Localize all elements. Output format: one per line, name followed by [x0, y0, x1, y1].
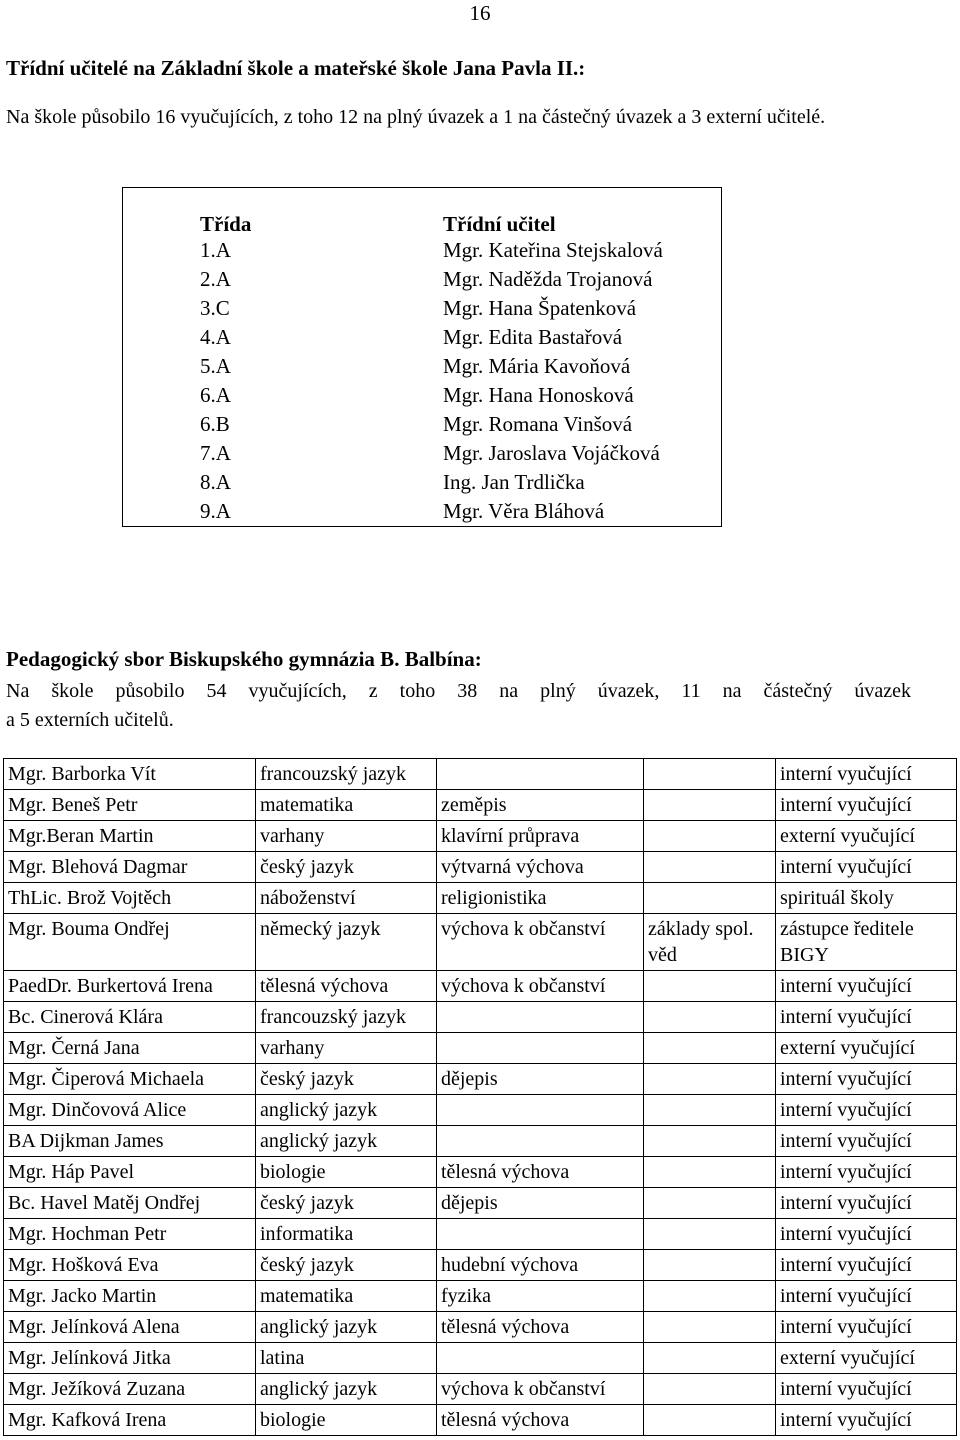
class-table-row — [123, 352, 722, 381]
staff-table-row — [4, 1064, 957, 1095]
staff-table-row — [4, 1033, 957, 1064]
staff-table-row — [4, 883, 957, 914]
role-cell: interní vyučující — [776, 1002, 957, 1033]
staff-table-row — [4, 1312, 957, 1343]
teacher-cell: Mgr. Hana Honosková — [443, 383, 634, 407]
teacher-cell: Mgr. Kateřina Stejskalová — [443, 238, 663, 262]
class-table-row — [123, 468, 722, 497]
header-class: Třída — [200, 212, 252, 236]
role-cell: interní vyučující — [776, 1126, 957, 1157]
subject-3-cell — [644, 790, 776, 821]
subject-2-cell — [437, 759, 644, 790]
subject-3-cell — [644, 821, 776, 852]
class-cell: 1.A — [200, 238, 231, 262]
class-cell: 4.A — [200, 325, 231, 349]
subject-3-cell — [644, 1374, 776, 1405]
subject-2-cell: výchova k občanství — [437, 971, 644, 1002]
subject-1-cell: matematika — [256, 1281, 437, 1312]
subject-3-cell — [644, 1064, 776, 1095]
teacher-cell: Ing. Jan Trdlička — [443, 470, 585, 494]
subject-2-cell: výchova k občanství — [437, 1374, 644, 1405]
teacher-cell: Mgr. Jaroslava Vojáčková — [443, 441, 660, 465]
subject-1-cell: německý jazyk — [256, 914, 437, 971]
name-cell: Mgr. Jelínková Alena — [4, 1312, 256, 1343]
subject-2-cell — [437, 1219, 644, 1250]
subject-3-cell — [644, 1250, 776, 1281]
subject-1-cell: biologie — [256, 1157, 437, 1188]
class-table-row — [123, 497, 722, 527]
subject-1-cell: náboženství — [256, 883, 437, 914]
class-table-row — [123, 294, 722, 323]
staff-table-row — [4, 1405, 957, 1436]
class-table-header-row — [123, 188, 722, 237]
staff-table-row — [4, 971, 957, 1002]
class-table-row — [123, 265, 722, 294]
subject-3-cell — [644, 759, 776, 790]
role-cell: interní vyučující — [776, 759, 957, 790]
class-cell: 5.A — [200, 354, 231, 378]
class-cell: 3.C — [200, 296, 230, 320]
subject-1-cell: anglický jazyk — [256, 1126, 437, 1157]
subject-1-cell: latina — [256, 1343, 437, 1374]
subject-1-cell: anglický jazyk — [256, 1374, 437, 1405]
staff-table-row — [4, 1374, 957, 1405]
subject-3-cell — [644, 1281, 776, 1312]
teacher-cell: Mgr. Věra Bláhová — [443, 499, 605, 523]
role-cell: interní vyučující — [776, 1095, 957, 1126]
name-cell: Bc. Cinerová Klára — [4, 1002, 256, 1033]
subject-3-cell — [644, 1126, 776, 1157]
staff-table-row — [4, 1188, 957, 1219]
class-cell: 7.A — [200, 441, 231, 465]
subject-2-cell: klavírní průprava — [437, 821, 644, 852]
name-cell: Mgr. Barborka Vít — [4, 759, 256, 790]
staff-table-row — [4, 1095, 957, 1126]
subject-3-cell — [644, 1095, 776, 1126]
subject-1-cell: český jazyk — [256, 1064, 437, 1095]
staff-table-row — [4, 1281, 957, 1312]
role-cell: externí vyučující — [776, 1033, 957, 1064]
subject-1-cell: varhany — [256, 1033, 437, 1064]
page-number: 16 — [469, 1, 491, 25]
staff-table-row — [4, 914, 957, 971]
subject-3-cell — [644, 1002, 776, 1033]
role-cell: interní vyučující — [776, 1250, 957, 1281]
teacher-cell: Mgr. Hana Špatenková — [443, 296, 637, 320]
subject-1-cell: tělesná výchova — [256, 971, 437, 1002]
subject-1-cell: anglický jazyk — [256, 1312, 437, 1343]
subject-2-cell: fyzika — [437, 1281, 644, 1312]
subject-1-cell: anglický jazyk — [256, 1095, 437, 1126]
subject-1-cell: biologie — [256, 1405, 437, 1436]
class-table-row — [123, 236, 722, 265]
name-cell: Mgr. Blehová Dagmar — [4, 852, 256, 883]
name-cell: Mgr. Beneš Petr — [4, 790, 256, 821]
role-cell: interní vyučující — [776, 1312, 957, 1343]
subject-1-cell: matematika — [256, 790, 437, 821]
subject-2-cell — [437, 1126, 644, 1157]
role-cell: interní vyučující — [776, 1374, 957, 1405]
role-cell: zástupce ředitele BIGY — [776, 914, 957, 971]
subject-3-cell — [644, 1405, 776, 1436]
subject-2-cell: religionistika — [437, 883, 644, 914]
name-cell: Mgr. Hošková Eva — [4, 1250, 256, 1281]
class-cell: 9.A — [200, 499, 231, 523]
subject-1-cell: český jazyk — [256, 1188, 437, 1219]
subject-2-cell — [437, 1033, 644, 1064]
subject-1-cell: francouzský jazyk — [256, 759, 437, 790]
subject-2-cell: dějepis — [437, 1188, 644, 1219]
subject-2-cell: hudební výchova — [437, 1250, 644, 1281]
staff-table-row — [4, 790, 957, 821]
section-paragraph-gymnasium — [6, 677, 911, 735]
teacher-cell: Mgr. Romana Vinšová — [443, 412, 633, 436]
role-cell: externí vyučující — [776, 821, 957, 852]
name-cell: Mgr. Háp Pavel — [4, 1157, 256, 1188]
name-cell: Mgr. Dinčovová Alice — [4, 1095, 256, 1126]
subject-1-cell: francouzský jazyk — [256, 1002, 437, 1033]
class-table-row — [123, 323, 722, 352]
class-cell: 6.A — [200, 383, 231, 407]
subject-3-cell — [644, 1188, 776, 1219]
name-cell: Mgr.Beran Martin — [4, 821, 256, 852]
role-cell: interní vyučující — [776, 790, 957, 821]
section-heading-primary-school: Třídní učitelé na Základní škole a mateřské škole Jana Pavla II.: — [6, 56, 586, 80]
section-heading-gymnasium: Pedagogický sbor Biskupského gymnázia B. Balbína: — [6, 647, 482, 671]
role-cell: interní vyučující — [776, 971, 957, 1002]
subject-1-cell: varhany — [256, 821, 437, 852]
subject-1-cell: český jazyk — [256, 1250, 437, 1281]
teacher-cell: Mgr. Naděžda Trojanová — [443, 267, 653, 291]
class-table-row — [123, 439, 722, 468]
paragraph-line-2: a 5 externích učitelů. — [6, 709, 174, 731]
class-table-row — [123, 410, 722, 439]
name-cell: PaedDr. Burkertová Irena — [4, 971, 256, 1002]
subject-3-cell — [644, 1343, 776, 1374]
section-paragraph-primary-school: Na škole působilo 16 vyučujících, z toho 12 na plný úvazek a 1 na částečný úvazek a 3 externí učitelé. — [6, 106, 826, 128]
staff-table-row — [4, 852, 957, 883]
name-cell: Mgr. Hochman Petr — [4, 1219, 256, 1250]
class-cell: 6.B — [200, 412, 230, 436]
subject-2-cell — [437, 1343, 644, 1374]
class-teachers-table — [122, 187, 722, 527]
staff-table-row — [4, 1157, 957, 1188]
subject-2-cell: výchova k občanství — [437, 914, 644, 971]
subject-3-cell — [644, 883, 776, 914]
staff-table-row — [4, 1219, 957, 1250]
class-cell: 8.A — [200, 470, 231, 494]
subject-3-cell: základy spol. věd — [644, 914, 776, 971]
paragraph-line-1: Na škole působilo 54 vyučujících, z toho 38 na plný úvazek, 11 na částečný úvazek — [6, 680, 911, 702]
name-cell: Mgr. Ježíková Zuzana — [4, 1374, 256, 1405]
subject-3-cell — [644, 1312, 776, 1343]
name-cell: Mgr. Jelínková Jitka — [4, 1343, 256, 1374]
subject-2-cell: dějepis — [437, 1064, 644, 1095]
subject-1-cell: informatika — [256, 1219, 437, 1250]
staff-table-row — [4, 821, 957, 852]
role-cell: interní vyučující — [776, 1064, 957, 1095]
role-cell: interní vyučující — [776, 1281, 957, 1312]
staff-table-row — [4, 1343, 957, 1374]
subject-3-cell — [644, 1033, 776, 1064]
role-cell: interní vyučující — [776, 1188, 957, 1219]
subject-2-cell: tělesná výchova — [437, 1157, 644, 1188]
teacher-cell: Mgr. Mária Kavoňová — [443, 354, 631, 378]
class-table-row — [123, 381, 722, 410]
staff-table — [3, 758, 957, 1436]
subject-3-cell — [644, 971, 776, 1002]
role-cell: interní vyučující — [776, 1157, 957, 1188]
subject-2-cell — [437, 1095, 644, 1126]
role-cell: interní vyučující — [776, 1219, 957, 1250]
name-cell: BA Dijkman James — [4, 1126, 256, 1157]
class-cell: 2.A — [200, 267, 231, 291]
name-cell: ThLic. Brož Vojtěch — [4, 883, 256, 914]
staff-table-row — [4, 1250, 957, 1281]
staff-table-row — [4, 1126, 957, 1157]
subject-2-cell: tělesná výchova — [437, 1405, 644, 1436]
name-cell: Mgr. Čiperová Michaela — [4, 1064, 256, 1095]
role-cell: spirituál školy — [776, 883, 957, 914]
subject-3-cell — [644, 852, 776, 883]
subject-2-cell: tělesná výchova — [437, 1312, 644, 1343]
header-class-teacher: Třídní učitel — [443, 212, 556, 236]
subject-2-cell — [437, 1002, 644, 1033]
name-cell: Mgr. Kafková Irena — [4, 1405, 256, 1436]
subject-3-cell — [644, 1157, 776, 1188]
role-cell: interní vyučující — [776, 1405, 957, 1436]
staff-table-row — [4, 1002, 957, 1033]
subject-2-cell: výtvarná výchova — [437, 852, 644, 883]
subject-2-cell: zeměpis — [437, 790, 644, 821]
name-cell: Mgr. Bouma Ondřej — [4, 914, 256, 971]
subject-3-cell — [644, 1219, 776, 1250]
staff-table-row — [4, 759, 957, 790]
teacher-cell: Mgr. Edita Bastařová — [443, 325, 623, 349]
name-cell: Mgr. Jacko Martin — [4, 1281, 256, 1312]
role-cell: externí vyučující — [776, 1343, 957, 1374]
role-cell: interní vyučující — [776, 852, 957, 883]
name-cell: Bc. Havel Matěj Ondřej — [4, 1188, 256, 1219]
subject-1-cell: český jazyk — [256, 852, 437, 883]
name-cell: Mgr. Černá Jana — [4, 1033, 256, 1064]
